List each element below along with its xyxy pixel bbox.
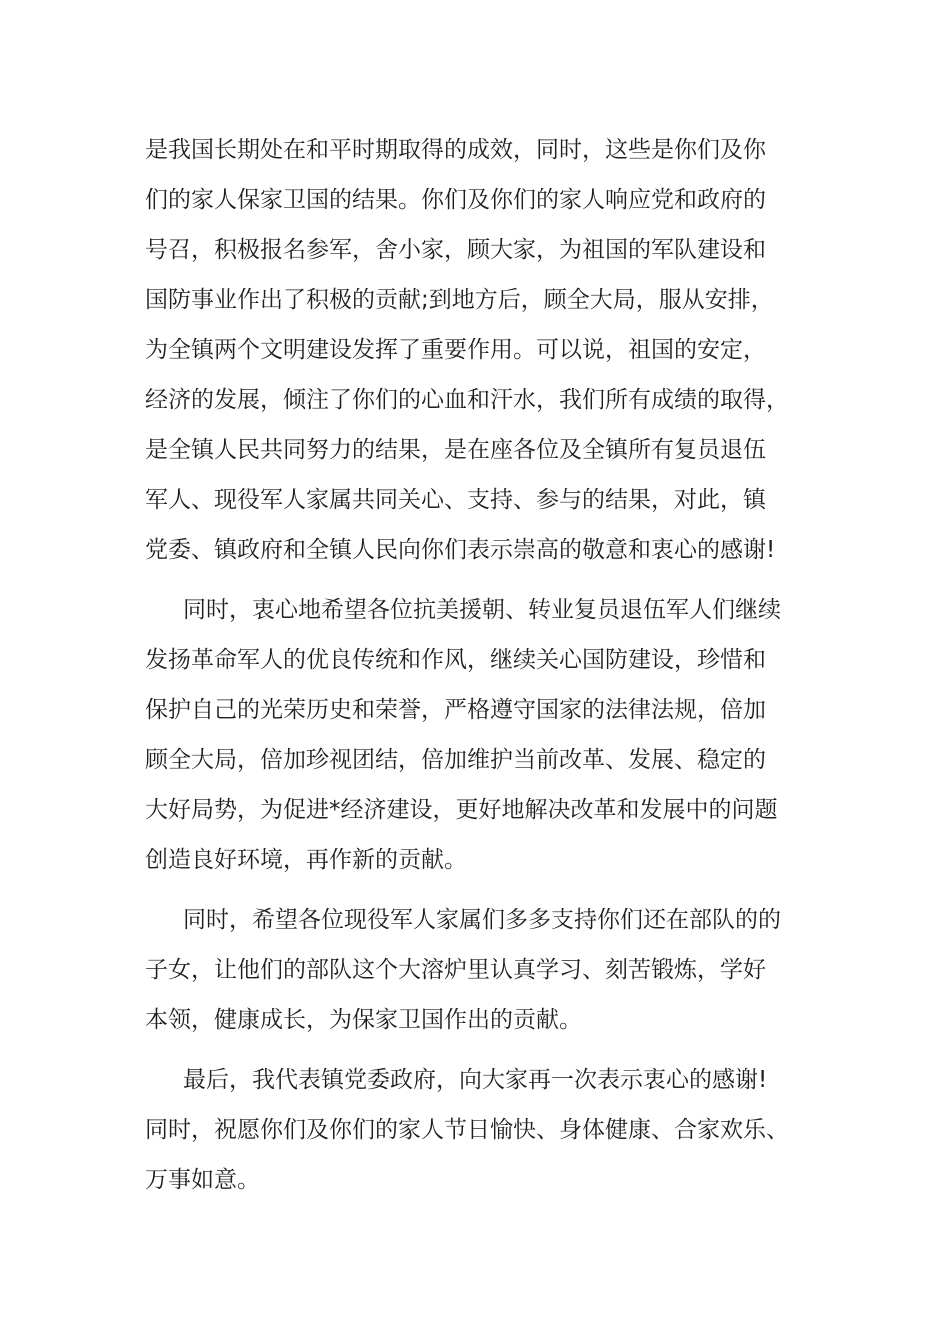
paragraph-1-line-5: 为全镇两个文明建设发挥了重要作用。可以说，祖国的安定， xyxy=(145,337,766,363)
paragraph-2-line-5: 大好局势，为促进*经济建设，更好地解决改革和发展中的问题 xyxy=(145,797,778,823)
paragraph-2-line-3: 保护自己的光荣历史和荣誉，严格遵守国家的法律法规，倍加 xyxy=(145,697,766,723)
paragraph-1-line-7: 是全镇人民共同努力的结果，是在座各位及全镇所有复员退伍 xyxy=(145,437,766,463)
paragraph-3-line-2: 子女，让他们的部队这个大溶炉里认真学习、刻苦锻炼，学好 xyxy=(145,957,766,983)
paragraph-4-line-1: 最后，我代表镇党委政府，向大家再一次表示衷心的感谢! xyxy=(183,1067,768,1093)
paragraph-1-line-8: 军人、现役军人家属共同关心、支持、参与的结果，对此，镇 xyxy=(145,487,766,513)
paragraph-1-line-9: 党委、镇政府和全镇人民向你们表示崇高的敬意和衷心的感谢! xyxy=(145,537,776,563)
paragraph-2-line-4: 顾全大局，倍加珍视团结，倍加维护当前改革、发展、稳定的 xyxy=(145,747,766,773)
paragraph-1-line-1: 是我国长期处在和平时期取得的成效，同时，这些是你们及你 xyxy=(145,137,766,163)
paragraph-1-line-2: 们的家人保家卫国的结果。你们及你们的家人响应党和政府的 xyxy=(145,187,766,213)
paragraph-2-line-6: 创造良好环境，再作新的贡献。 xyxy=(145,847,467,873)
paragraph-2-line-1: 同时，衷心地希望各位抗美援朝、转业复员退伍军人们继续 xyxy=(183,597,781,623)
paragraph-4-line-2: 同时，祝愿你们及你们的家人节日愉快、身体健康、合家欢乐、 xyxy=(145,1117,789,1143)
paragraph-3-line-3: 本领，健康成长，为保家卫国作出的贡献。 xyxy=(145,1007,582,1033)
paragraph-2-line-2: 发扬革命军人的优良传统和作风，继续关心国防建设，珍惜和 xyxy=(145,647,766,673)
paragraph-1-line-4: 国防事业作出了积极的贡献;到地方后，顾全大局，服从安排， xyxy=(145,287,774,313)
paragraph-4-line-3: 万事如意。 xyxy=(145,1167,260,1193)
paragraph-1-line-6: 经济的发展，倾注了你们的心血和汗水，我们所有成绩的取得， xyxy=(145,387,789,413)
paragraph-1-line-3: 号召，积极报名参军，舍小家，顾大家，为祖国的军队建设和 xyxy=(145,237,766,263)
paragraph-3-line-1: 同时，希望各位现役军人家属们多多支持你们还在部队的的 xyxy=(183,907,781,933)
